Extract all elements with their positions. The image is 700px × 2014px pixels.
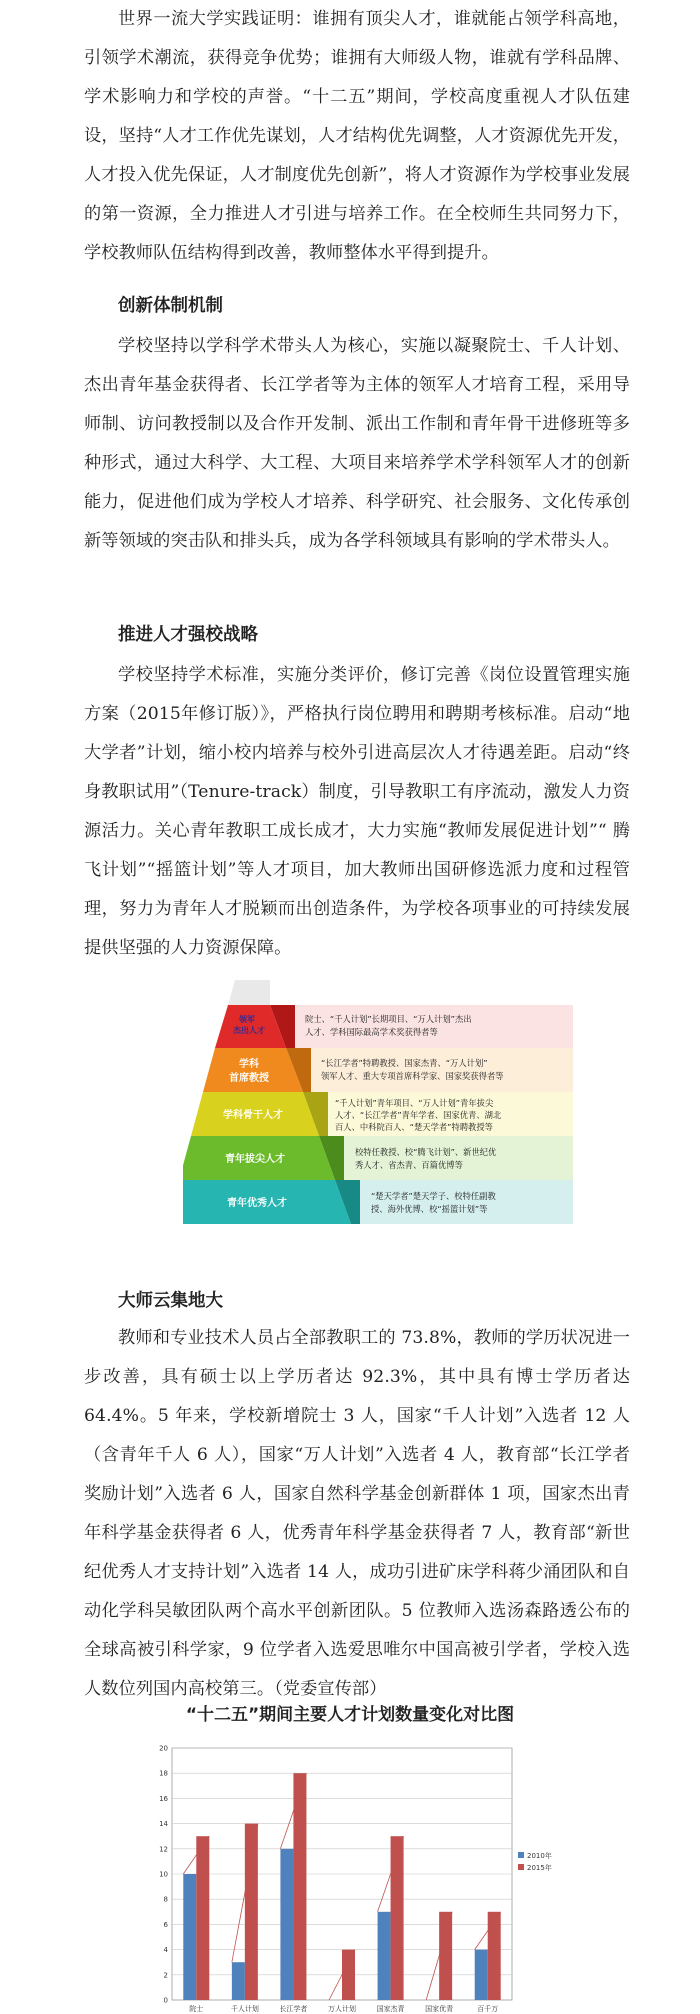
y-tick-label: 8 bbox=[163, 1895, 168, 1904]
pyramid-desc-3b: 秀人才、省杰青、百篇优博等 bbox=[355, 1160, 463, 1170]
bar-series2 bbox=[342, 1950, 355, 2000]
bar-series2 bbox=[196, 1836, 209, 2000]
chart-title: “十二五”期间主要人才计划数量变化对比图 bbox=[185, 1705, 515, 1725]
masters-paragraph: 教师和专业技术人员占全部教职工的 73.8%，教师的学历状况进一步改善，具有硕士以上学历者达 92.3%，其中具有博士学历者达64.4%。5 年来，学校新增院士 3 人，国家“千人计划”入选者 12 人（含青年千人 6 人），国家“万人计划”入选者 4 人，教育部“长江学者奖励计划”入选者 6 人，国家自然科学基金创新群体 1 项，国家杰出青年科学基金获得者 6 人，优秀青年科学基金获得者 7 人，教育部“新世纪优秀人才支持计划”入选者 14 人，成功引进矿床学科蒋少涌团队和自动化学科吴敏团队两个高水平创新团队。5 位教师入选汤森路透公布的全球高被引科学家，9 位学者入选爱思唯尔中国高被引学者，学校入选人数位列国内高校第三。（党委宣传部） bbox=[84, 1328, 631, 1699]
bar-series1 bbox=[183, 1874, 196, 2000]
pyramid-label-4: 青年优秀人才 bbox=[227, 1198, 287, 1209]
legend-label: 2015年 bbox=[527, 1864, 552, 1872]
y-tick-label: 16 bbox=[159, 1794, 168, 1803]
x-tick-label: 百千万 bbox=[477, 2005, 499, 2013]
innovation-paragraph: 学校坚持以学科学术带头人为核心，实施以凝聚院士、千人计划、杰出青年基金获得者、长江学者等为主体的领军人才培育工程，采用导师制、访问教授制以及合作开发制、派出工作制和青年骨干进修班等多种形式，通过大科学、大工程、大项目来培养学术学科领军人才的创新能力，促进他们成为学校人才培养、科学研究、社会服务、文化传承创新等领域的突击队和排头兵，成为各学科领域具有影响的学术带头人。 bbox=[84, 336, 631, 551]
pyramid-label-2: 学科骨干人才 bbox=[223, 1110, 283, 1121]
pyramid-desc-2c: 百人、中科院百人、“楚天学者”特聘教授等 bbox=[335, 1122, 493, 1132]
legend-swatch bbox=[518, 1864, 524, 1870]
bar-series2 bbox=[391, 1836, 404, 2000]
strategy-paragraph: 学校坚持学术标准，实施分类评价，修订完善《岗位设置管理实施方案（2015年修订版）》，严格执行岗位聘用和聘期考核标准。启动“地大学者”计划，缩小校内培养与校外引进高层次人才待遇差距。启动“终身教职试用”（Tenure-track）制度，引导教职工有序流动，激发人力资源活力。关心青年教职工成长成才，大力实施“教师发展促进计划”“ 腾飞计划”“摇篮计划”等人才项目，加大教师出国研修选派力度和过程管理，努力为青年人才脱颖而出创造条件，为学校各项事业的可持续发展提供坚强的人力资源保障。 bbox=[84, 665, 631, 958]
legend-label: 2010年 bbox=[527, 1852, 552, 1860]
x-tick-label: 院士 bbox=[189, 2005, 204, 2013]
pyramid-desc-0a: 院士、“千人计划”长期项目、“万人计划”杰出 bbox=[305, 1014, 472, 1024]
bar-series1 bbox=[280, 1849, 293, 2000]
talent-pyramid-diagram bbox=[183, 970, 583, 1230]
pyramid-label-0b: 杰出人才 bbox=[233, 1026, 265, 1035]
bar-series1 bbox=[232, 1962, 245, 2000]
bar-series2 bbox=[439, 1912, 452, 2000]
y-tick-label: 4 bbox=[163, 1946, 168, 1955]
pyramid-label-1a: 学科 bbox=[239, 1059, 259, 1070]
pyramid-desc-4a: “楚天学者”楚天学子、校特任副教 bbox=[371, 1191, 496, 1201]
section-heading-innovation: 创新体制机制 bbox=[118, 296, 223, 316]
y-tick-label: 14 bbox=[159, 1820, 168, 1829]
y-tick-label: 2 bbox=[163, 1971, 168, 1980]
x-tick-label: 国家优青 bbox=[425, 2005, 454, 2013]
y-tick-label: 20 bbox=[159, 1744, 168, 1753]
x-tick-label: 千人计划 bbox=[230, 2005, 259, 2013]
pyramid-desc-2a: “千人计划”青年项目、“万人计划”青年拔尖 bbox=[335, 1098, 494, 1108]
pyramid-label-0a: 领军 bbox=[239, 1015, 255, 1024]
section-heading-strategy: 推进人才强校战略 bbox=[118, 625, 258, 645]
pyramid-label-1b: 首席教授 bbox=[229, 1073, 269, 1084]
bar-series2 bbox=[293, 1773, 306, 2000]
pyramid-desc-4b: 授、海外优博、校“摇篮计划”等 bbox=[371, 1204, 488, 1214]
pyramid-desc-3a: 校特任教授、校“腾飞计划”、新世纪优 bbox=[355, 1147, 497, 1157]
bar-series1 bbox=[475, 1950, 488, 2000]
pyramid-desc-0b: 人才、学科国际最高学术奖获得者等 bbox=[305, 1027, 438, 1037]
bar-series2 bbox=[488, 1912, 501, 2000]
section-heading-masters: 大师云集地大 bbox=[118, 1291, 223, 1311]
pyramid-desc-1a: “长江学者”特聘教授、国家杰青、“万人计划” bbox=[321, 1058, 488, 1068]
bar-series1 bbox=[378, 1912, 391, 2000]
legend-swatch bbox=[518, 1852, 524, 1858]
y-tick-label: 12 bbox=[159, 1845, 168, 1854]
x-tick-label: 国家杰青 bbox=[376, 2005, 405, 2013]
pyramid-label-3: 青年拔尖人才 bbox=[225, 1154, 285, 1165]
y-tick-label: 0 bbox=[163, 1996, 168, 2005]
y-tick-label: 18 bbox=[159, 1769, 168, 1778]
y-tick-label: 10 bbox=[159, 1870, 168, 1879]
pyramid-desc-1b: 领军人才、重大专项首席科学家、国家奖获得者等 bbox=[321, 1071, 504, 1081]
x-tick-label: 万人计划 bbox=[328, 2005, 356, 2013]
x-tick-label: 长江学者 bbox=[279, 2005, 308, 2013]
pyramid-desc-2b: 人才、“长江学者”青年学者、国家优青、湖北 bbox=[335, 1110, 502, 1120]
intro-paragraph: 世界一流大学实践证明：谁拥有顶尖人才，谁就能占领学科高地，引领学术潮流，获得竞争优势；谁拥有大师级人物，谁就有学科品牌、学术影响力和学校的声誉。“十二五”期间，学校高度重视人才队伍建设，坚持“人才工作优先谋划，人才结构优先调整，人才资源优先开发，人才投入优先保证，人才制度优先创新”，将人才资源作为学校事业发展的第一资源，全力推进人才引进与培养工作。在全校师生共同努力下，学校教师队伍结构得到改善，教师整体水平得到提升。 bbox=[84, 9, 630, 263]
bar-series2 bbox=[245, 1824, 258, 2000]
talent-bar-chart bbox=[150, 1738, 615, 2014]
y-tick-label: 6 bbox=[163, 1920, 168, 1929]
